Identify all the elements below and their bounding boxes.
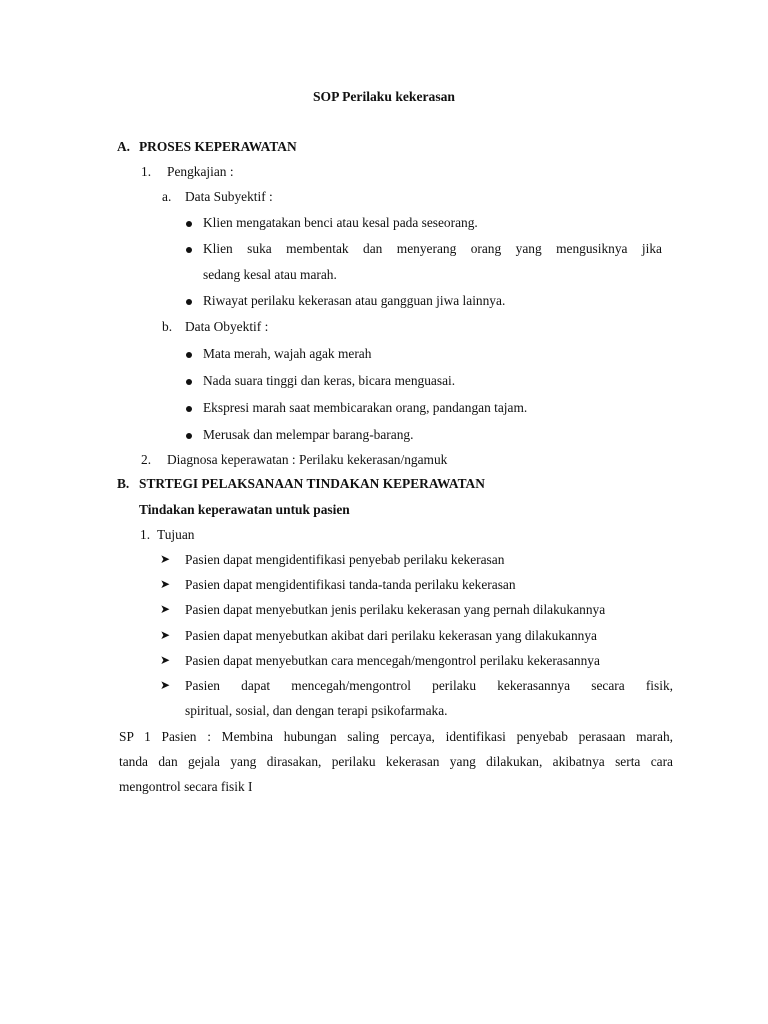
- section-a-marker: A.: [117, 139, 131, 154]
- bullet-icon: [186, 433, 192, 439]
- item-2-number: 2.: [141, 452, 152, 467]
- section-b-subheading: Tindakan keperawatan untuk pasien: [139, 502, 350, 517]
- sub-b-label: Data Obyektif :: [185, 319, 269, 334]
- list-item: Mata merah, wajah agak merah: [203, 346, 372, 361]
- section-a-heading: PROSES KEPERAWATAN: [139, 139, 297, 154]
- bullet-icon: [186, 221, 192, 227]
- sub-b-marker: b.: [162, 319, 173, 334]
- bullet-icon: [186, 247, 192, 253]
- list-item: Klien mengatakan benci atau kesal pada seseorang.: [203, 215, 478, 230]
- sub-a-marker: a.: [162, 189, 172, 204]
- tujuan-number: 1.: [140, 527, 151, 542]
- objective-item: Pasien dapat menyebutkan jenis perilaku kekerasan yang pernah dilakukannya: [185, 602, 606, 617]
- bullet-icon: [186, 299, 192, 305]
- arrow-bullet-icon: ➤: [160, 602, 171, 616]
- bullet-icon: [186, 406, 192, 412]
- item-1-number: 1.: [141, 164, 152, 179]
- list-item-continuation: sedang kesal atau marah.: [203, 267, 337, 282]
- arrow-bullet-icon: ➤: [160, 552, 171, 566]
- list-item: Merusak dan melempar barang-barang.: [203, 427, 414, 442]
- item-2-label: Diagnosa keperawatan : Perilaku kekerasan/ngamuk: [167, 452, 448, 467]
- objective-item: Pasien dapat mengidentifikasi tanda-tanda perilaku kekerasan: [185, 577, 516, 592]
- objective-item: Pasien dapat menyebutkan cara mencegah/mengontrol perilaku kekerasannya: [185, 653, 600, 668]
- list-item: Riwayat perilaku kekerasan atau gangguan jiwa lainnya.: [203, 293, 506, 308]
- sp1-paragraph-line: SP 1 Pasien : Membina hubungan saling percaya, identifikasi penyebab perasaan marah,: [119, 729, 673, 744]
- arrow-bullet-icon: ➤: [160, 628, 171, 642]
- objective-item: Pasien dapat mengidentifikasi penyebab perilaku kekerasan: [185, 552, 505, 567]
- objective-item: Pasien dapat menyebutkan akibat dari perilaku kekerasan yang dilakukannya: [185, 628, 597, 643]
- section-b-heading: STRTEGI PELAKSANAAN TINDAKAN KEPERAWATAN: [139, 476, 485, 491]
- bullet-icon: [186, 352, 192, 358]
- objective-item-continuation: spiritual, sosial, dan dengan terapi psikofarmaka.: [185, 703, 448, 718]
- objective-item: Pasien dapat mencegah/mengontrol perilaku kekerasannya secara fisik,: [185, 678, 673, 693]
- list-item: Ekspresi marah saat membicarakan orang, pandangan tajam.: [203, 400, 528, 415]
- arrow-bullet-icon: ➤: [160, 678, 171, 692]
- sp1-paragraph-line: mengontrol secara fisik I: [119, 779, 253, 794]
- sub-a-label: Data Subyektif :: [185, 189, 273, 204]
- arrow-bullet-icon: ➤: [160, 653, 171, 667]
- sp1-paragraph-line: tanda dan gejala yang dirasakan, perilaku kekerasan yang dilakukan, akibatnya serta cara: [119, 754, 673, 769]
- tujuan-label: Tujuan: [157, 527, 195, 542]
- page-title: SOP Perilaku kekerasan: [313, 89, 455, 104]
- item-1-label: Pengkajian :: [167, 164, 234, 179]
- list-item: Klien suka membentak dan menyerang orang yang mengusiknya jika: [203, 241, 662, 256]
- section-b-marker: B.: [117, 476, 130, 491]
- list-item: Nada suara tinggi dan keras, bicara menguasai.: [203, 373, 456, 388]
- arrow-bullet-icon: ➤: [160, 577, 171, 591]
- bullet-icon: [186, 379, 192, 385]
